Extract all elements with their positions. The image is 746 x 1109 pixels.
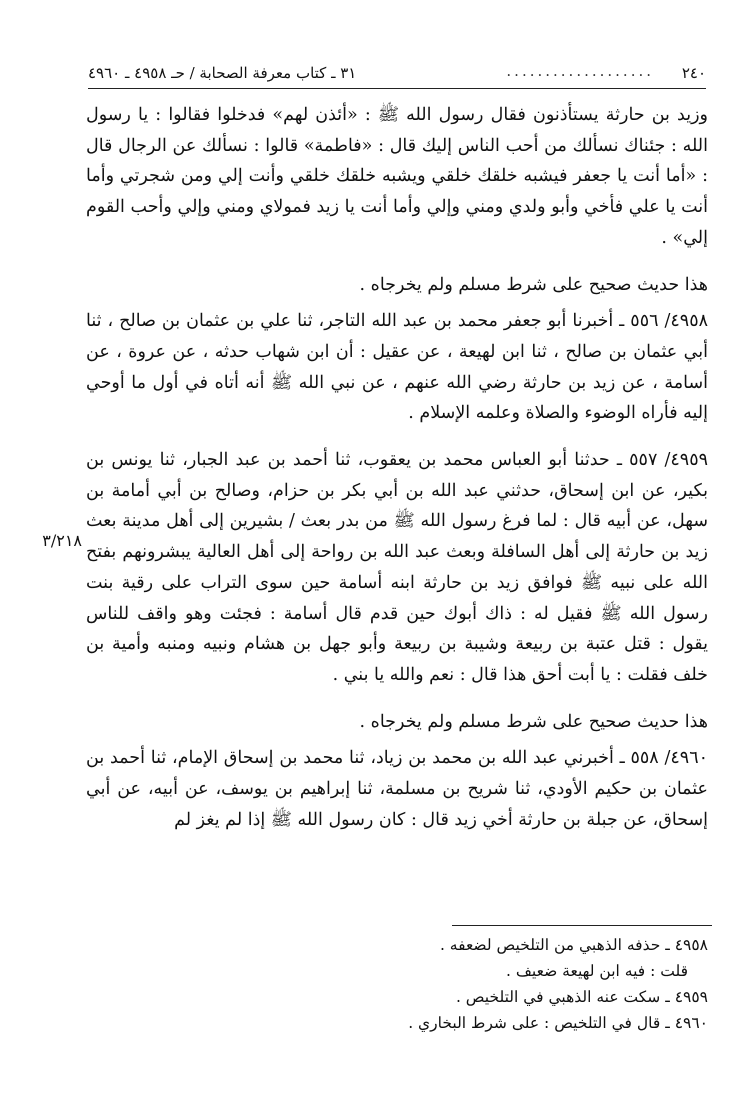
- footnote-divider: [452, 925, 712, 926]
- footnote-4960: ٤٩٦٠ ـ قال في التلخيص : على شرط البخاري .: [408, 1014, 708, 1032]
- header-leader-dots: ...................: [506, 62, 654, 80]
- page-number: ٢٤٠: [681, 64, 706, 82]
- footnote-4958: ٤٩٥٨ ـ حذفه الذهبي من التلخيص لضعفه .: [439, 936, 708, 954]
- paragraph-hadith-4958: ٤٩٥٨/ ٥٥٦ ـ أخبرنا أبو جعفر محمد بن عبد الله التاجر، ثنا علي بن عثمان بن صالح ، ثنا أبي عثمان بن صالح ، ثنا ابن لهيعة ، عن عقيل : أن ابن شهاب حدثه ، عن عروة ، عن أسامة ، عن زيد بن حارثة رضي الله عنهم ، عن نبي الله ﷺ أنه أتاه في أول ما أوحي إليه فأراه الوضوء والصلاة وعلمه الإسلام .: [86, 311, 708, 424]
- paragraph-hadith-continuation: وزيد بن حارثة يستأذنون فقال رسول الله ﷺ : «أئذن لهم» فدخلوا فقالوا : يا رسول الله : جئناك نسألك من أحب الناس إليك قال : «فاطمة» قالوا : نسألك عن الرجال قال : «أما أنت يا جعفر فيشبه خلقك خلقي ويشبه خلقك خلقي وأنت إلي ومن شجرتي وأما أنت يا علي فأخي وأبو ولدي ومني وإلي وأما أنت يا زيد فمولاي ومني وإلي وأحب القوم إلي» .: [86, 105, 708, 248]
- page-header: [88, 62, 706, 89]
- footnote-4959: ٤٩٥٩ ـ سكت عنه الذهبي في التلخيص .: [455, 988, 708, 1006]
- paragraph-grading: هذا حديث صحيح على شرط مسلم ولم يخرجاه .: [359, 274, 708, 295]
- paragraph-hadith-4960: ٤٩٦٠/ ٥٥٨ ـ أخبرني عبد الله بن محمد بن زياد، ثنا محمد بن إسحاق الإمام، ثنا أحمد بن عثمان بن حكيم الأودي، ثنا شريح بن مسلمة، ثنا إبراهيم بن يوسف، عن أبيه، عن أبي إسحاق، عن جبلة بن حارثة أخي زيد قال : كان رسول الله ﷺ إذا لم يغز لم: [86, 748, 708, 830]
- footnote-4958-note: قلت : فيه ابن لهيعة ضعيف .: [506, 962, 688, 980]
- paragraph-hadith-4959: ٤٩٥٩/ ٥٥٧ ـ حدثنا أبو العباس محمد بن يعقوب، ثنا أحمد بن عبد الجبار، ثنا يونس بن بكير، عن ابن إسحاق، حدثني عبد الله بن أبي بكر بن حزام، وصالح بن أبي أمامة بن سهل، عن أبيه قال : لما فرغ رسول الله ﷺ من بدر بعث / بشيرين إلى أهل مدينة بعث زيد بن حارثة إلى أهل السافلة وبعث عبد الله بن رواحة إلى أهل العالية يبشرونهم بفتح الله على نبيه ﷺ فوافق زيد بن حارثة ابنه أسامة حين سوى التراب على رقية بنت رسول الله ﷺ فقيل له : ذاك أبوك حين قدم قال أسامة : فجئت وهو واقف للناس يقول : قتل عتبة بن ربيعة وشيبة بن ربيعة وأبو جهل بن هشام ونبيه ومنبه وأمية بن خلف فقلت : يا أبت أحق هذا قال : نعم والله يا بني .: [86, 450, 708, 685]
- margin-volume-page-ref: ٣/٢١٨: [42, 531, 82, 550]
- running-title: ٣١ ـ كتاب معرفة الصحابة / حـ ٤٩٥٨ ـ ٤٩٦٠: [88, 64, 357, 82]
- paragraph-grading: هذا حديث صحيح على شرط مسلم ولم يخرجاه .: [359, 711, 708, 732]
- main-text: [86, 100, 708, 835]
- footnotes: [86, 932, 708, 1036]
